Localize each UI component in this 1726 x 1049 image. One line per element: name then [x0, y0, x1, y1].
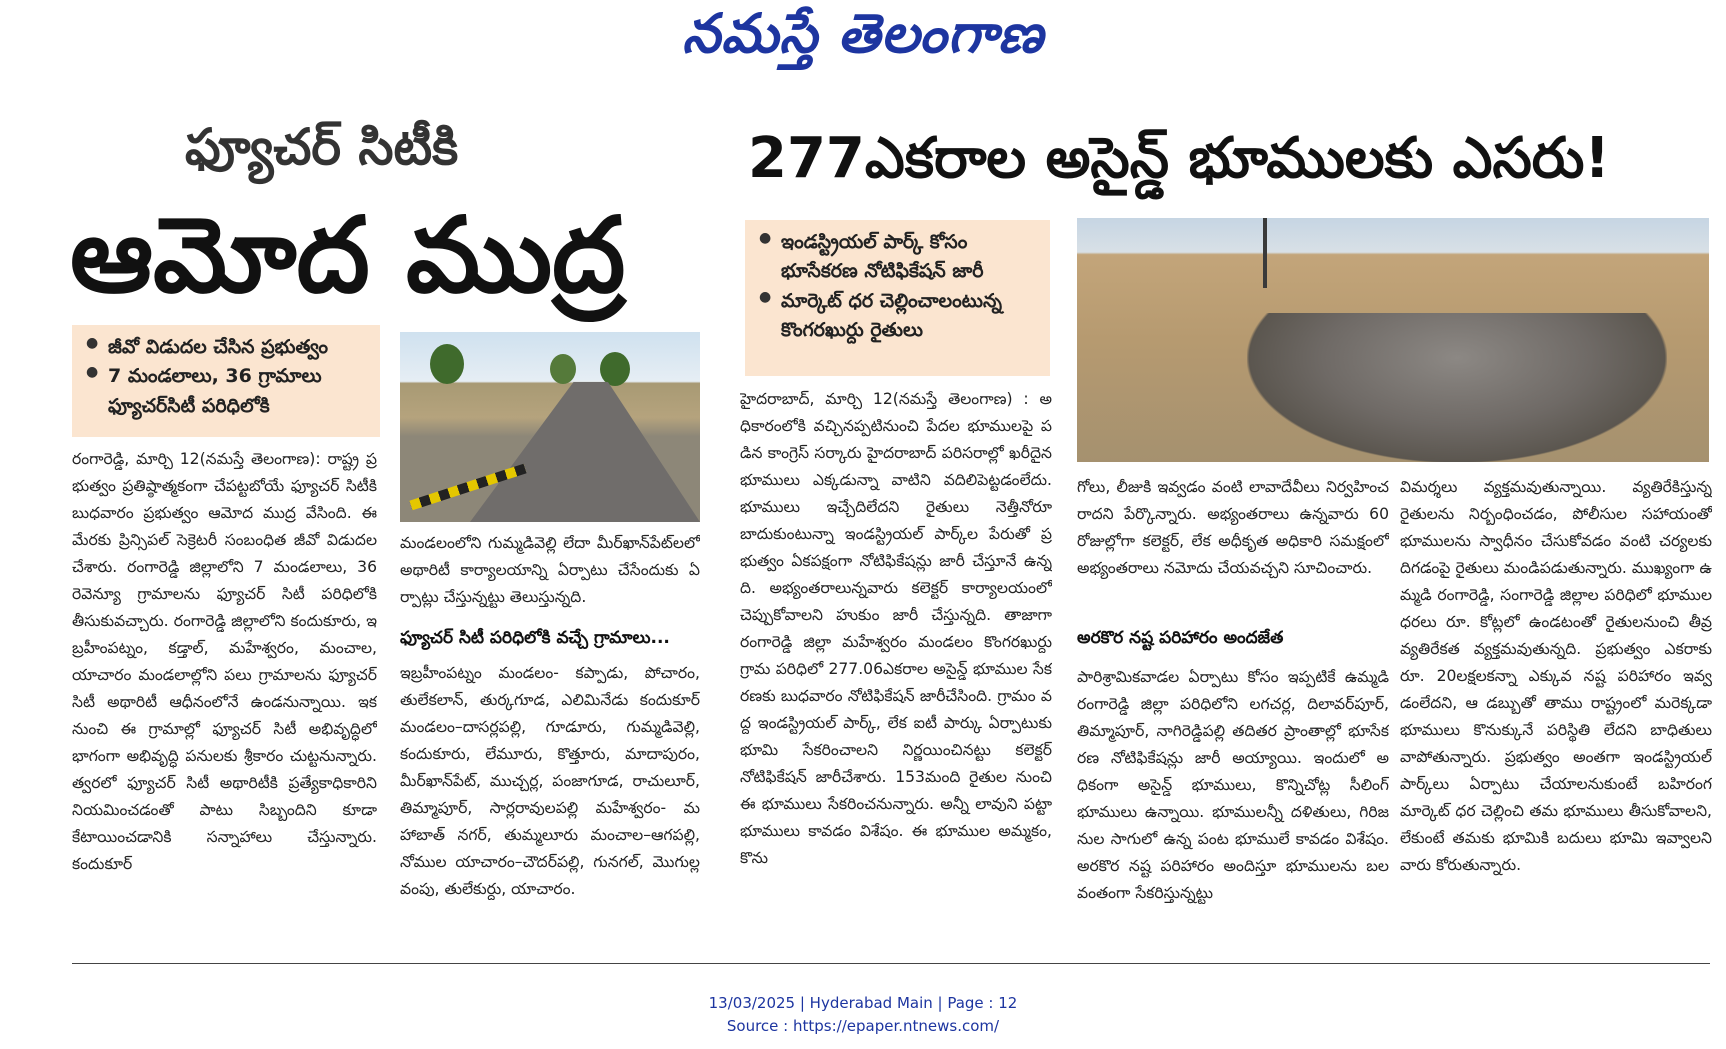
left-highlights-box	[72, 325, 380, 437]
road-photo	[400, 332, 700, 522]
field-photo	[1077, 218, 1709, 462]
left-headline-line2: ఆమోద ముద్ర	[70, 194, 626, 316]
villages-list: ఇబ్రహీంపట్నం మండలం- కప్పాడు, పోచారం, తులేకలాన్, తుర్కగూడ, ఎలిమినేడు కందుకూర్ మండలం–దాసర్లపల్లి, గూడూరు, గుమ్మడివెల్లి, కందుకూరు, లేమూరు, కొత్తూరు, మాదాపురం, మీర్‌ఖాన్‌పేట్, ముచ్చర్ల, పంజాగూడ, రాచులూర్, తిమ్మాపూర్, సార్లరావులపల్లి మహేశ్వరం- మహాబాత్ నగర్, తుమ్మలూరు మంచాల–ఆగపల్లి, నోముల యాచారం–చౌదర్‌పల్లి, గునగల్, మొగుల్లవంపు, తులేకుర్దు, యాచారం.	[400, 664, 700, 898]
highlight-item: ● మార్కెట్ ధర చెల్లించాలంటున్న కొంగరఖుర్దు రైతులు	[759, 287, 1036, 346]
left-story-subhead: ఫ్యూచర్ సిటీ పరిధిలోకి వచ్చే గ్రామాలు...	[400, 628, 670, 648]
electric-pole	[1263, 218, 1267, 288]
right-story-subhead: అరకొర నష్ట పరిహారం అందజేత	[1077, 628, 1284, 648]
footer-source: Source : https://epaper.ntnews.com/	[726, 1017, 1000, 1035]
left-headline-line1: ఫ్యూచర్ సిటీకి	[185, 118, 459, 176]
road-shape	[470, 382, 700, 522]
left-story-body: రంగారెడ్డి, మార్చి 12(నమస్తే తెలంగాణ): రాష్ట్ర ప్రభుత్వం ప్రతిష్ఠాత్మకంగా చేపట్టబోయే ఫ్యూచర్ సిటీకి బుధవారం ప్రభుత్వం ఆమోద ముద్ర వేసింది. ఈ మేరకు ప్రిన్సిపల్ సెక్రెటరీ సంబంధిత జీవో విడుదల చేశారు. రంగారెడ్డి జిల్లాలోని 7 మండలాలు, 36 రెవెన్యూ గ్రామాలను ఫ్యూచర్ సిటీ పరిధిలోకి తీసుకువచ్చారు. రంగారెడ్డి జిల్లాలోని కందుకూరు, ఇబ్రహీంపట్నం, కడ్తాల్, మహేశ్వరం, మంచాల, యాచారం మండలాల్లోని పలు గ్రామాలను ఫ్యూచర్ సిటీ అథారిటీ ఆధీనంలోనే ఉండనున్నాయి. ఇక నుంచి ఈ గ్రామాల్లో ఫ్యూచర్ సిటీ అభివృద్ధిలో భాగంగా అభివృద్ధి పనులకు శ్రీకారం చుట్టనున్నారు. త్వరలో ఫ్యూచర్ సిటీ అథారిటీకి ప్రత్యేకాధికారిని నియమించడంతో పాటు సిబ్బందిని కూడా కేటాయించడానికి సన్నాహాలు చేస్తున్నారు. కందుకూర్	[72, 450, 377, 873]
footer-date-page: 13/03/2025 | Hyderabad Main | Page : 12	[708, 994, 1018, 1012]
highlight-item: ● 7 మండలాలు, 36 గ్రామాలు ఫ్యూచర్‌సిటీ పరిధిలోకి	[86, 362, 366, 421]
tree-shape	[430, 344, 464, 384]
highlight-item: ● ఇండస్ట్రియల్ పార్క్ కోసం భూసేకరణ నోటిఫికేషన్ జారీ	[759, 228, 1036, 287]
right-headline: 277ఎకరాల అసైన్డ్ భూములకు ఎసరు!	[748, 126, 1610, 191]
right-story-body-col4: గోలు, లీజుకి ఇవ్వడం వంటి లావాదేవీలు నిర్వహించరాదని పేర్కొన్నారు. అభ్యంతరాలు ఉన్నవారు 60రోజుల్లోగా కలెక్టర్, లేక అధీకృత అధికారి సమక్షంలో అభ్యంతరాలు నమోదు చేయవచ్చని సూచించారు.	[1077, 478, 1389, 577]
left-story-body-continued: మండలంలోని గుమ్మడివెల్లి లేదా మీర్‌ఖాన్‌పేట్‌లలో అథారిటీ కార్యాలయాన్ని ఏర్పాటు చేసేందుకు ఏర్పాట్లు చేస్తున్నట్టు తెలుస్తున్నది.	[400, 534, 700, 606]
right-story-body: హైదరాబాద్, మార్చి 12(నమస్తే తెలంగాణ) : అధికారంలోకి వచ్చినప్పటినుంచి పేదల భూములపై పడిన కాంగ్రెస్ సర్కారు హైదరాబాద్ పరిసరాల్లో ఖరీదైన భూములు ఎక్కడున్నా వాటిని వదిలిపెట్టడంలేదు. భూములు ఇచ్చేదిలేదని రైతులు నెత్తీనోరూ బాదుకుంటున్నా ఇండస్ట్రియల్ పార్క్‌ల పేరుతో ప్రభుత్వం ఏకపక్షంగా నోటిఫికేషన్లు జారీ చేస్తూనే ఉన్నది. అభ్యంతరాలున్నవారు కలెక్టర్ కార్యాలయంలో చెప్పుకోవాలని హుకుం జారీ చేస్తున్నది. తాజాగా రంగారెడ్డి జిల్లా మహేశ్వరం మండలం కొంగరఖుర్దు గ్రామ పరిధిలో 277.06ఎకరాల అసైన్డ్ భూముల సేకరణకు బుధవారం నోటిఫికేషన్ జారీచేసింది. గ్రామం వద్ద ఇండస్ట్రియల్ పార్క్, లేక ఐటీ పార్కు ఏర్పాటుకు భూమి సేకరించాలని నిర్ణయించినట్టు కలెక్టర్ నోటిఫికేషన్ జారీచేశారు. 153మంది రైతుల నుంచి ఈ భూములు సేకరించనున్నారు. అన్నీ లావుని పట్టా భూములు కావడం విశేషం. ఈ భూముల అమ్మకం, కొను	[740, 390, 1052, 867]
right-story-body-col5: విమర్శలు వ్యక్తమవుతున్నాయి. వ్యతిరేకిస్తున్న రైతులను నిర్బంధించడం, పోలీసుల సహాయంతో భూములను స్వాధీనం చేసుకోవడం వంటి చర్యలకు దిగడంపై రైతులు మండిపడుతున్నారు. ముఖ్యంగా ఉమ్మడి రంగారెడ్డి, సంగారెడ్డి జిల్లాల పరిధిలో భూముల ధరలు రూ. కోట్లలో ఉండటంతో రైతులనుంచి తీవ్ర వ్యతిరేకత వ్యక్తమవుతున్నది. ప్రభుత్వం ఎకరాకు రూ. 20లక్షలకన్నా ఎక్కువ నష్ట పరిహారం ఇవ్వడంలేదని, ఆ డబ్బుతో తాము రాష్ట్రంలో మరెక్కడా భూములు కొనుక్కునే పరిస్థితి లేదని బాధితులు వాపోతున్నారు. ప్రభుత్వం అంతగా ఇండస్ట్రియల్ పార్క్‌లు ఏర్పాటు చేయాలనుకుంటే బహిరంగ మార్కెట్ ధర చెల్లించి తమ భూములు తీసుకోవాలని, లేకుంటే తమకు భూమికి బదులు భూమి ఇవ్వాలని వారు కోరుతున్నారు.	[1400, 478, 1712, 874]
tree-shape	[550, 354, 576, 384]
right-highlights-box	[745, 220, 1050, 376]
right-story-body-col4b: పారిశ్రామికవాడల ఏర్పాటు కోసం ఇప్పటికే ఉమ్మడి రంగారెడ్డి జిల్లా పరిధిలోని లగచర్ల, దిలావర్‌పూర్, తిమ్మాపూర్, నాగిరెడ్డిపల్లి తదితర ప్రాంతాల్లో భూసేకరణ నోటిఫికేషన్లు జారీ అయ్యాయి. ఇందులో అధికంగా అసైన్డ్ భూములు, కొన్నిచోట్ల సీలింగ్ భూములు ఉన్నాయి. భూములన్నీ దళితులు, గిరిజనుల సాగులో ఉన్న పంట భూములే కావడం విశేషం. అరకొర నష్ట పరిహారం అందిస్తూ భూములను బలవంతంగా సేకరిస్తున్నట్టు	[1077, 668, 1389, 902]
tree-shape	[600, 352, 630, 386]
highlight-item: ● జీవో విడుదల చేసిన ప్రభుత్వం	[86, 333, 366, 362]
footer-divider	[72, 963, 1710, 964]
rock-pile	[1247, 313, 1667, 462]
masthead	[0, 0, 1726, 80]
newspaper-logo: నమస్తే తెలంగాణ	[682, 1, 1044, 65]
